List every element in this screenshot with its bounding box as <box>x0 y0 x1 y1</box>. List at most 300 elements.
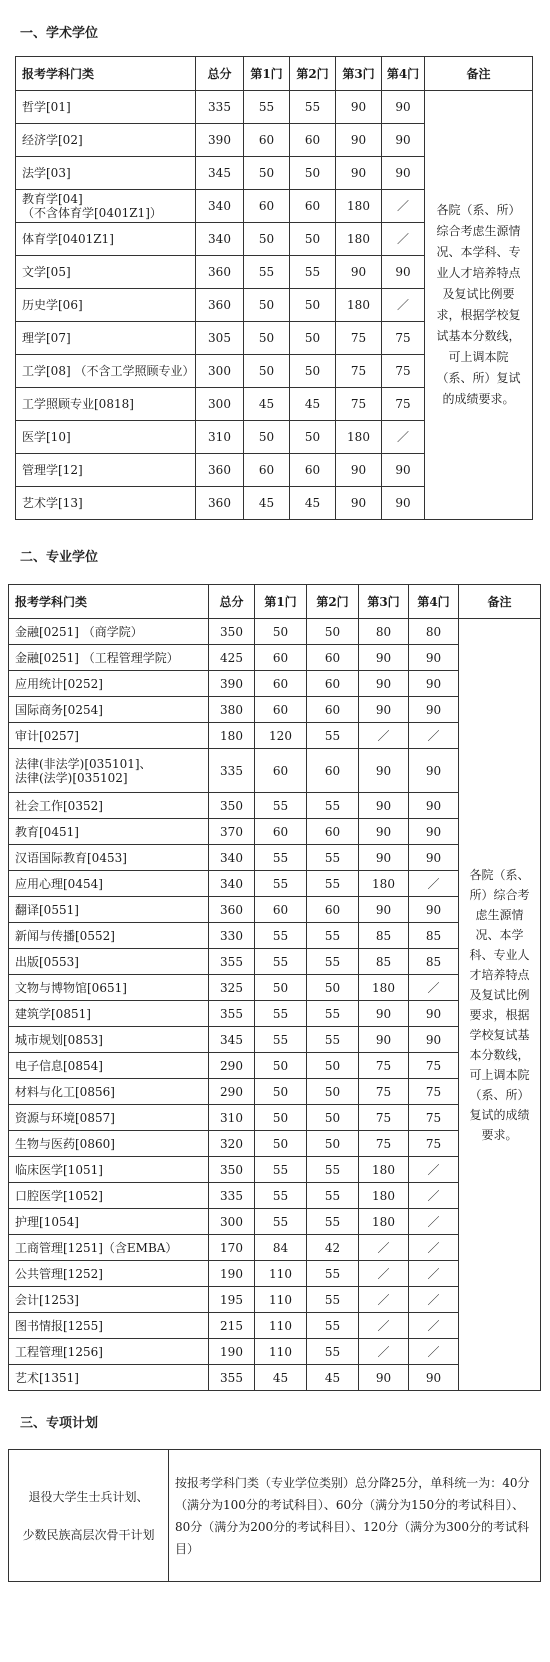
special-plan-rule: 按报考学科门类（专业学位类别）总分降25分，单科统一为：40分（满分为100分的考试科目）、60分（满分为150分的考试科目）、80分（满分为200分的考试科目）、120分（满分为300分的考试科目） <box>169 1450 541 1582</box>
total-score-cell: 335 <box>209 749 255 793</box>
header-category: 报考学科门类 <box>16 57 196 91</box>
subject-score-cell: 50 <box>307 1131 359 1157</box>
category-cell <box>16 190 196 223</box>
subject-score-cell: 50 <box>255 975 307 1001</box>
header-subject-1: 第1门 <box>255 585 307 619</box>
total-score-cell: 355 <box>209 1365 255 1391</box>
subject-score-cell: 60 <box>290 454 336 487</box>
total-score-cell: 380 <box>209 697 255 723</box>
category-cell <box>9 1027 209 1053</box>
category-cell <box>9 1183 209 1209</box>
total-score-cell: 195 <box>209 1287 255 1313</box>
category-label: 临床医学[1051] <box>15 1162 103 1177</box>
category-label: 工程管理[1256] <box>15 1344 103 1359</box>
subject-score-cell: ／ <box>359 1287 409 1313</box>
subject-score-cell: 50 <box>307 1053 359 1079</box>
category-label: 翻译[0551] <box>15 902 79 917</box>
subject-score-cell: 55 <box>255 923 307 949</box>
category-label: 金融[0251] （商学院） <box>15 624 143 639</box>
subject-score-cell: 55 <box>307 1027 359 1053</box>
header-subject-2: 第2门 <box>307 585 359 619</box>
subject-score-cell: 90 <box>359 1001 409 1027</box>
subject-score-cell: ／ <box>359 1313 409 1339</box>
category-label-line2: （不含体育学[0401Z1]） <box>22 206 162 220</box>
header-note: 备注 <box>425 57 533 91</box>
subject-score-cell: 55 <box>255 949 307 975</box>
total-score-cell: 320 <box>209 1131 255 1157</box>
academic-score-table <box>15 56 533 520</box>
subject-score-cell: 55 <box>307 1157 359 1183</box>
total-score-cell: 340 <box>196 190 244 223</box>
table-header-row <box>9 585 541 619</box>
category-cell <box>9 1235 209 1261</box>
subject-score-cell: 55 <box>255 871 307 897</box>
table-row <box>9 619 541 645</box>
subject-score-cell: ／ <box>359 723 409 749</box>
subject-score-cell: ／ <box>409 1183 459 1209</box>
subject-score-cell: ／ <box>409 1235 459 1261</box>
category-cell <box>9 749 209 793</box>
total-score-cell: 390 <box>196 124 244 157</box>
category-label: 教育[0451] <box>15 824 79 839</box>
total-score-cell: 360 <box>196 454 244 487</box>
category-label: 工商管理[1251]（含EMBA） <box>15 1240 178 1255</box>
category-label: 新闻与传播[0552] <box>15 928 115 943</box>
subject-score-cell: 55 <box>244 91 290 124</box>
header-subject-2: 第2门 <box>290 57 336 91</box>
category-cell <box>9 1209 209 1235</box>
header-subject-3: 第3门 <box>359 585 409 619</box>
category-label: 法学[03] <box>22 166 71 180</box>
category-cell <box>9 949 209 975</box>
subject-score-cell: 60 <box>255 749 307 793</box>
subject-score-cell: 110 <box>255 1261 307 1287</box>
subject-score-cell: 55 <box>255 845 307 871</box>
subject-score-cell: 75 <box>409 1131 459 1157</box>
category-label: 公共管理[1252] <box>15 1266 103 1281</box>
subject-score-cell: 90 <box>409 1365 459 1391</box>
category-cell <box>9 1261 209 1287</box>
subject-score-cell: 45 <box>244 388 290 421</box>
subject-score-cell: 50 <box>255 1105 307 1131</box>
subject-score-cell: ／ <box>409 975 459 1001</box>
category-cell <box>9 1001 209 1027</box>
total-score-cell: 290 <box>209 1079 255 1105</box>
professional-score-table <box>8 584 541 1391</box>
subject-score-cell: ／ <box>409 1339 459 1365</box>
special-section-title: 三、专项计划 <box>20 1416 99 1431</box>
subject-score-cell: 75 <box>409 1105 459 1131</box>
category-label: 医学[10] <box>22 430 71 444</box>
subject-score-cell: 90 <box>409 749 459 793</box>
subject-score-cell: 50 <box>244 421 290 454</box>
category-cell <box>9 1131 209 1157</box>
subject-score-cell: 90 <box>359 645 409 671</box>
subject-score-cell: 90 <box>336 157 382 190</box>
subject-score-cell: 90 <box>409 1027 459 1053</box>
subject-score-cell: ／ <box>382 421 425 454</box>
subject-score-cell: 55 <box>307 871 359 897</box>
subject-score-cell: 60 <box>307 897 359 923</box>
category-label: 工学[08] （不含工学照顾专业） <box>22 364 195 378</box>
subject-score-cell: 60 <box>290 190 336 223</box>
category-cell <box>9 975 209 1001</box>
subject-score-cell: ／ <box>409 1287 459 1313</box>
table-row <box>16 91 533 124</box>
subject-score-cell: 50 <box>244 322 290 355</box>
category-cell <box>16 91 196 124</box>
subject-score-cell: ／ <box>409 1313 459 1339</box>
category-cell <box>9 619 209 645</box>
category-cell <box>9 697 209 723</box>
total-score-cell: 350 <box>209 1157 255 1183</box>
category-label: 哲学[01] <box>22 100 71 114</box>
category-cell <box>9 671 209 697</box>
remarks-cell: 各院（系、所）综合考虑生源情况、本学科、专业人才培养特点及复试比例要求，根据学校复试基本分数线，可上调本院（系、所）复试的成绩要求。 <box>459 619 541 1391</box>
subject-score-cell: 60 <box>244 124 290 157</box>
subject-score-cell: 85 <box>409 949 459 975</box>
subject-score-cell: 110 <box>255 1287 307 1313</box>
subject-score-cell: 50 <box>244 157 290 190</box>
category-label: 历史学[06] <box>22 298 83 312</box>
total-score-cell: 330 <box>209 923 255 949</box>
subject-score-cell: 90 <box>409 897 459 923</box>
category-label: 文物与博物馆[0651] <box>15 980 127 995</box>
subject-score-cell: 90 <box>409 845 459 871</box>
subject-score-cell: 55 <box>244 256 290 289</box>
category-label: 金融[0251] （工程管理学院） <box>15 650 179 665</box>
special-plan-name <box>9 1450 169 1582</box>
category-label-line2: 法律(法学)[035102] <box>15 770 128 785</box>
category-label: 汉语国际教育[0453] <box>15 850 127 865</box>
subject-score-cell: 55 <box>307 1183 359 1209</box>
header-total: 总分 <box>196 57 244 91</box>
remarks-cell: 各院（系、所）综合考虑生源情况、本学科、专业人才培养特点及复试比例要求，根据学校复试基本分数线，可上调本院（系、所）复试的成绩要求。 <box>425 91 533 520</box>
subject-score-cell: ／ <box>382 190 425 223</box>
subject-score-cell: 50 <box>290 355 336 388</box>
category-cell <box>9 723 209 749</box>
subject-score-cell: 80 <box>359 619 409 645</box>
category-label: 会计[1253] <box>15 1292 79 1307</box>
subject-score-cell: 90 <box>382 256 425 289</box>
subject-score-cell: 90 <box>409 671 459 697</box>
table-header-row <box>16 57 533 91</box>
subject-score-cell: 60 <box>244 454 290 487</box>
subject-score-cell: 75 <box>359 1079 409 1105</box>
total-score-cell: 360 <box>196 256 244 289</box>
subject-score-cell: 75 <box>359 1131 409 1157</box>
subject-score-cell: 55 <box>255 1001 307 1027</box>
subject-score-cell: 60 <box>255 819 307 845</box>
subject-score-cell: 75 <box>382 322 425 355</box>
subject-score-cell: 180 <box>359 1183 409 1209</box>
special-plan-row <box>9 1450 541 1582</box>
category-cell <box>16 388 196 421</box>
subject-score-cell: 85 <box>359 949 409 975</box>
category-cell <box>16 454 196 487</box>
subject-score-cell: 55 <box>307 1001 359 1027</box>
category-label: 图书情报[1255] <box>15 1318 103 1333</box>
header-subject-4: 第4门 <box>382 57 425 91</box>
subject-score-cell: 84 <box>255 1235 307 1261</box>
subject-score-cell: 90 <box>336 256 382 289</box>
category-label: 艺术[1351] <box>15 1370 79 1385</box>
category-label: 艺术学[13] <box>22 496 83 510</box>
category-label: 社会工作[0352] <box>15 798 103 813</box>
category-cell <box>16 256 196 289</box>
category-label: 教育学[04] <box>22 192 83 206</box>
subject-score-cell: 90 <box>336 454 382 487</box>
total-score-cell: 390 <box>209 671 255 697</box>
subject-score-cell: 55 <box>307 1287 359 1313</box>
total-score-cell: 300 <box>196 388 244 421</box>
subject-score-cell: 55 <box>307 949 359 975</box>
subject-score-cell: 75 <box>409 1053 459 1079</box>
total-score-cell: 335 <box>209 1183 255 1209</box>
total-score-cell: 370 <box>209 819 255 845</box>
subject-score-cell: 55 <box>307 1261 359 1287</box>
subject-score-cell: 90 <box>382 454 425 487</box>
category-cell <box>9 819 209 845</box>
category-label: 体育学[0401Z1] <box>22 232 114 246</box>
subject-score-cell: 180 <box>359 1157 409 1183</box>
subject-score-cell: ／ <box>409 871 459 897</box>
subject-score-cell: 55 <box>307 1209 359 1235</box>
category-cell <box>16 157 196 190</box>
subject-score-cell: 120 <box>255 723 307 749</box>
subject-score-cell: 110 <box>255 1313 307 1339</box>
category-cell <box>9 1105 209 1131</box>
professional-section-title: 二、专业学位 <box>20 550 99 565</box>
category-label: 建筑学[0851] <box>15 1006 91 1021</box>
subject-score-cell: 75 <box>336 322 382 355</box>
subject-score-cell: 55 <box>307 793 359 819</box>
subject-score-cell: 55 <box>307 845 359 871</box>
subject-score-cell: 90 <box>409 645 459 671</box>
subject-score-cell: 90 <box>359 845 409 871</box>
category-cell <box>16 421 196 454</box>
subject-score-cell: 180 <box>359 975 409 1001</box>
subject-score-cell: 85 <box>409 923 459 949</box>
category-cell <box>9 793 209 819</box>
subject-score-cell: 180 <box>336 421 382 454</box>
subject-score-cell: 60 <box>307 645 359 671</box>
total-score-cell: 340 <box>196 223 244 256</box>
category-cell <box>9 845 209 871</box>
category-label: 法律(非法学)[035101]、 <box>15 756 152 771</box>
header-category: 报考学科门类 <box>9 585 209 619</box>
category-label: 经济学[02] <box>22 133 83 147</box>
subject-score-cell: 90 <box>382 487 425 520</box>
subject-score-cell: 55 <box>255 1027 307 1053</box>
subject-score-cell: 60 <box>307 749 359 793</box>
subject-score-cell: 50 <box>290 421 336 454</box>
total-score-cell: 350 <box>209 793 255 819</box>
total-score-cell: 300 <box>209 1209 255 1235</box>
subject-score-cell: 50 <box>307 1105 359 1131</box>
subject-score-cell: ／ <box>382 289 425 322</box>
total-score-cell: 360 <box>209 897 255 923</box>
total-score-cell: 345 <box>196 157 244 190</box>
total-score-cell: 215 <box>209 1313 255 1339</box>
subject-score-cell: ／ <box>382 223 425 256</box>
total-score-cell: 350 <box>209 619 255 645</box>
subject-score-cell: 60 <box>255 697 307 723</box>
subject-score-cell: 55 <box>307 723 359 749</box>
special-plan-name-line1: 退役大学生士兵计划、 <box>28 1489 149 1504</box>
category-cell <box>16 124 196 157</box>
subject-score-cell: 45 <box>290 487 336 520</box>
category-cell <box>9 1339 209 1365</box>
subject-score-cell: 50 <box>307 619 359 645</box>
subject-score-cell: 50 <box>290 289 336 322</box>
category-label: 审计[0257] <box>15 728 79 743</box>
category-label: 出版[0553] <box>15 954 79 969</box>
subject-score-cell: ／ <box>359 1235 409 1261</box>
subject-score-cell: 90 <box>359 793 409 819</box>
subject-score-cell: ／ <box>409 1157 459 1183</box>
subject-score-cell: 45 <box>290 388 336 421</box>
subject-score-cell: 50 <box>255 1131 307 1157</box>
subject-score-cell: 180 <box>336 289 382 322</box>
subject-score-cell: 45 <box>244 487 290 520</box>
category-cell <box>16 223 196 256</box>
subject-score-cell: 50 <box>290 322 336 355</box>
total-score-cell: 360 <box>196 289 244 322</box>
subject-score-cell: 60 <box>307 819 359 845</box>
total-score-cell: 290 <box>209 1053 255 1079</box>
subject-score-cell: ／ <box>409 1261 459 1287</box>
category-cell <box>9 923 209 949</box>
subject-score-cell: 55 <box>255 1209 307 1235</box>
header-subject-4: 第4门 <box>409 585 459 619</box>
category-label: 护理[1054] <box>15 1214 79 1229</box>
academic-section-title: 一、学术学位 <box>20 26 99 41</box>
subject-score-cell: 90 <box>359 671 409 697</box>
total-score-cell: 170 <box>209 1235 255 1261</box>
category-label: 工学照顾专业[0818] <box>22 397 134 411</box>
category-label: 理学[07] <box>22 331 71 345</box>
category-label: 材料与化工[0856] <box>15 1084 115 1099</box>
category-label: 生物与医药[0860] <box>15 1136 115 1151</box>
subject-score-cell: 75 <box>382 355 425 388</box>
subject-score-cell: 50 <box>255 1053 307 1079</box>
subject-score-cell: 55 <box>307 1313 359 1339</box>
subject-score-cell: ／ <box>359 1261 409 1287</box>
subject-score-cell: 90 <box>359 819 409 845</box>
category-label: 城市规划[0853] <box>15 1032 103 1047</box>
subject-score-cell: 90 <box>409 697 459 723</box>
category-label: 电子信息[0854] <box>15 1058 103 1073</box>
category-label: 口腔医学[1052] <box>15 1188 103 1203</box>
subject-score-cell: 75 <box>359 1105 409 1131</box>
subject-score-cell: 55 <box>290 256 336 289</box>
subject-score-cell: 85 <box>359 923 409 949</box>
category-cell <box>9 1365 209 1391</box>
category-cell <box>9 1079 209 1105</box>
subject-score-cell: 75 <box>382 388 425 421</box>
subject-score-cell: 75 <box>336 388 382 421</box>
total-score-cell: 335 <box>196 91 244 124</box>
category-cell <box>9 645 209 671</box>
total-score-cell: 300 <box>196 355 244 388</box>
subject-score-cell: 90 <box>409 819 459 845</box>
subject-score-cell: 45 <box>255 1365 307 1391</box>
category-label: 应用统计[0252] <box>15 676 103 691</box>
subject-score-cell: 50 <box>244 289 290 322</box>
subject-score-cell: 90 <box>382 124 425 157</box>
subject-score-cell: 55 <box>255 1183 307 1209</box>
header-total: 总分 <box>209 585 255 619</box>
subject-score-cell: 60 <box>307 671 359 697</box>
total-score-cell: 305 <box>196 322 244 355</box>
subject-score-cell: 180 <box>359 1209 409 1235</box>
subject-score-cell: 90 <box>359 697 409 723</box>
subject-score-cell: 55 <box>307 1339 359 1365</box>
category-cell <box>9 1157 209 1183</box>
header-subject-1: 第1门 <box>244 57 290 91</box>
total-score-cell: 310 <box>196 421 244 454</box>
subject-score-cell: 45 <box>307 1365 359 1391</box>
subject-score-cell: 90 <box>359 1365 409 1391</box>
subject-score-cell: 50 <box>244 355 290 388</box>
total-score-cell: 340 <box>209 845 255 871</box>
category-cell <box>9 1287 209 1313</box>
subject-score-cell: 60 <box>255 897 307 923</box>
total-score-cell: 355 <box>209 949 255 975</box>
subject-score-cell: 50 <box>307 1079 359 1105</box>
subject-score-cell: 55 <box>255 793 307 819</box>
total-score-cell: 325 <box>209 975 255 1001</box>
category-cell <box>9 1053 209 1079</box>
subject-score-cell: 90 <box>336 487 382 520</box>
category-cell <box>16 355 196 388</box>
subject-score-cell: 80 <box>409 619 459 645</box>
subject-score-cell: 90 <box>336 124 382 157</box>
subject-score-cell: 90 <box>359 1027 409 1053</box>
category-label: 资源与环境[0857] <box>15 1110 115 1125</box>
category-label: 文学[05] <box>22 265 71 279</box>
total-score-cell: 310 <box>209 1105 255 1131</box>
subject-score-cell: 75 <box>336 355 382 388</box>
subject-score-cell: 50 <box>290 223 336 256</box>
subject-score-cell: 110 <box>255 1339 307 1365</box>
subject-score-cell: 60 <box>244 190 290 223</box>
total-score-cell: 355 <box>209 1001 255 1027</box>
category-cell <box>16 487 196 520</box>
subject-score-cell: 42 <box>307 1235 359 1261</box>
subject-score-cell: 55 <box>255 1157 307 1183</box>
total-score-cell: 345 <box>209 1027 255 1053</box>
total-score-cell: 190 <box>209 1339 255 1365</box>
subject-score-cell: 60 <box>307 697 359 723</box>
header-subject-3: 第3门 <box>336 57 382 91</box>
special-plan-table <box>8 1449 541 1582</box>
subject-score-cell: 60 <box>255 645 307 671</box>
category-cell <box>9 1313 209 1339</box>
special-plan-name-line2: 少数民族高层次骨干计划 <box>22 1527 155 1542</box>
total-score-cell: 425 <box>209 645 255 671</box>
subject-score-cell: 50 <box>290 157 336 190</box>
subject-score-cell: 90 <box>409 793 459 819</box>
subject-score-cell: 180 <box>336 190 382 223</box>
subject-score-cell: 55 <box>290 91 336 124</box>
subject-score-cell: 75 <box>409 1079 459 1105</box>
subject-score-cell: ／ <box>359 1339 409 1365</box>
total-score-cell: 180 <box>209 723 255 749</box>
subject-score-cell: 90 <box>382 91 425 124</box>
category-label: 国际商务[0254] <box>15 702 103 717</box>
